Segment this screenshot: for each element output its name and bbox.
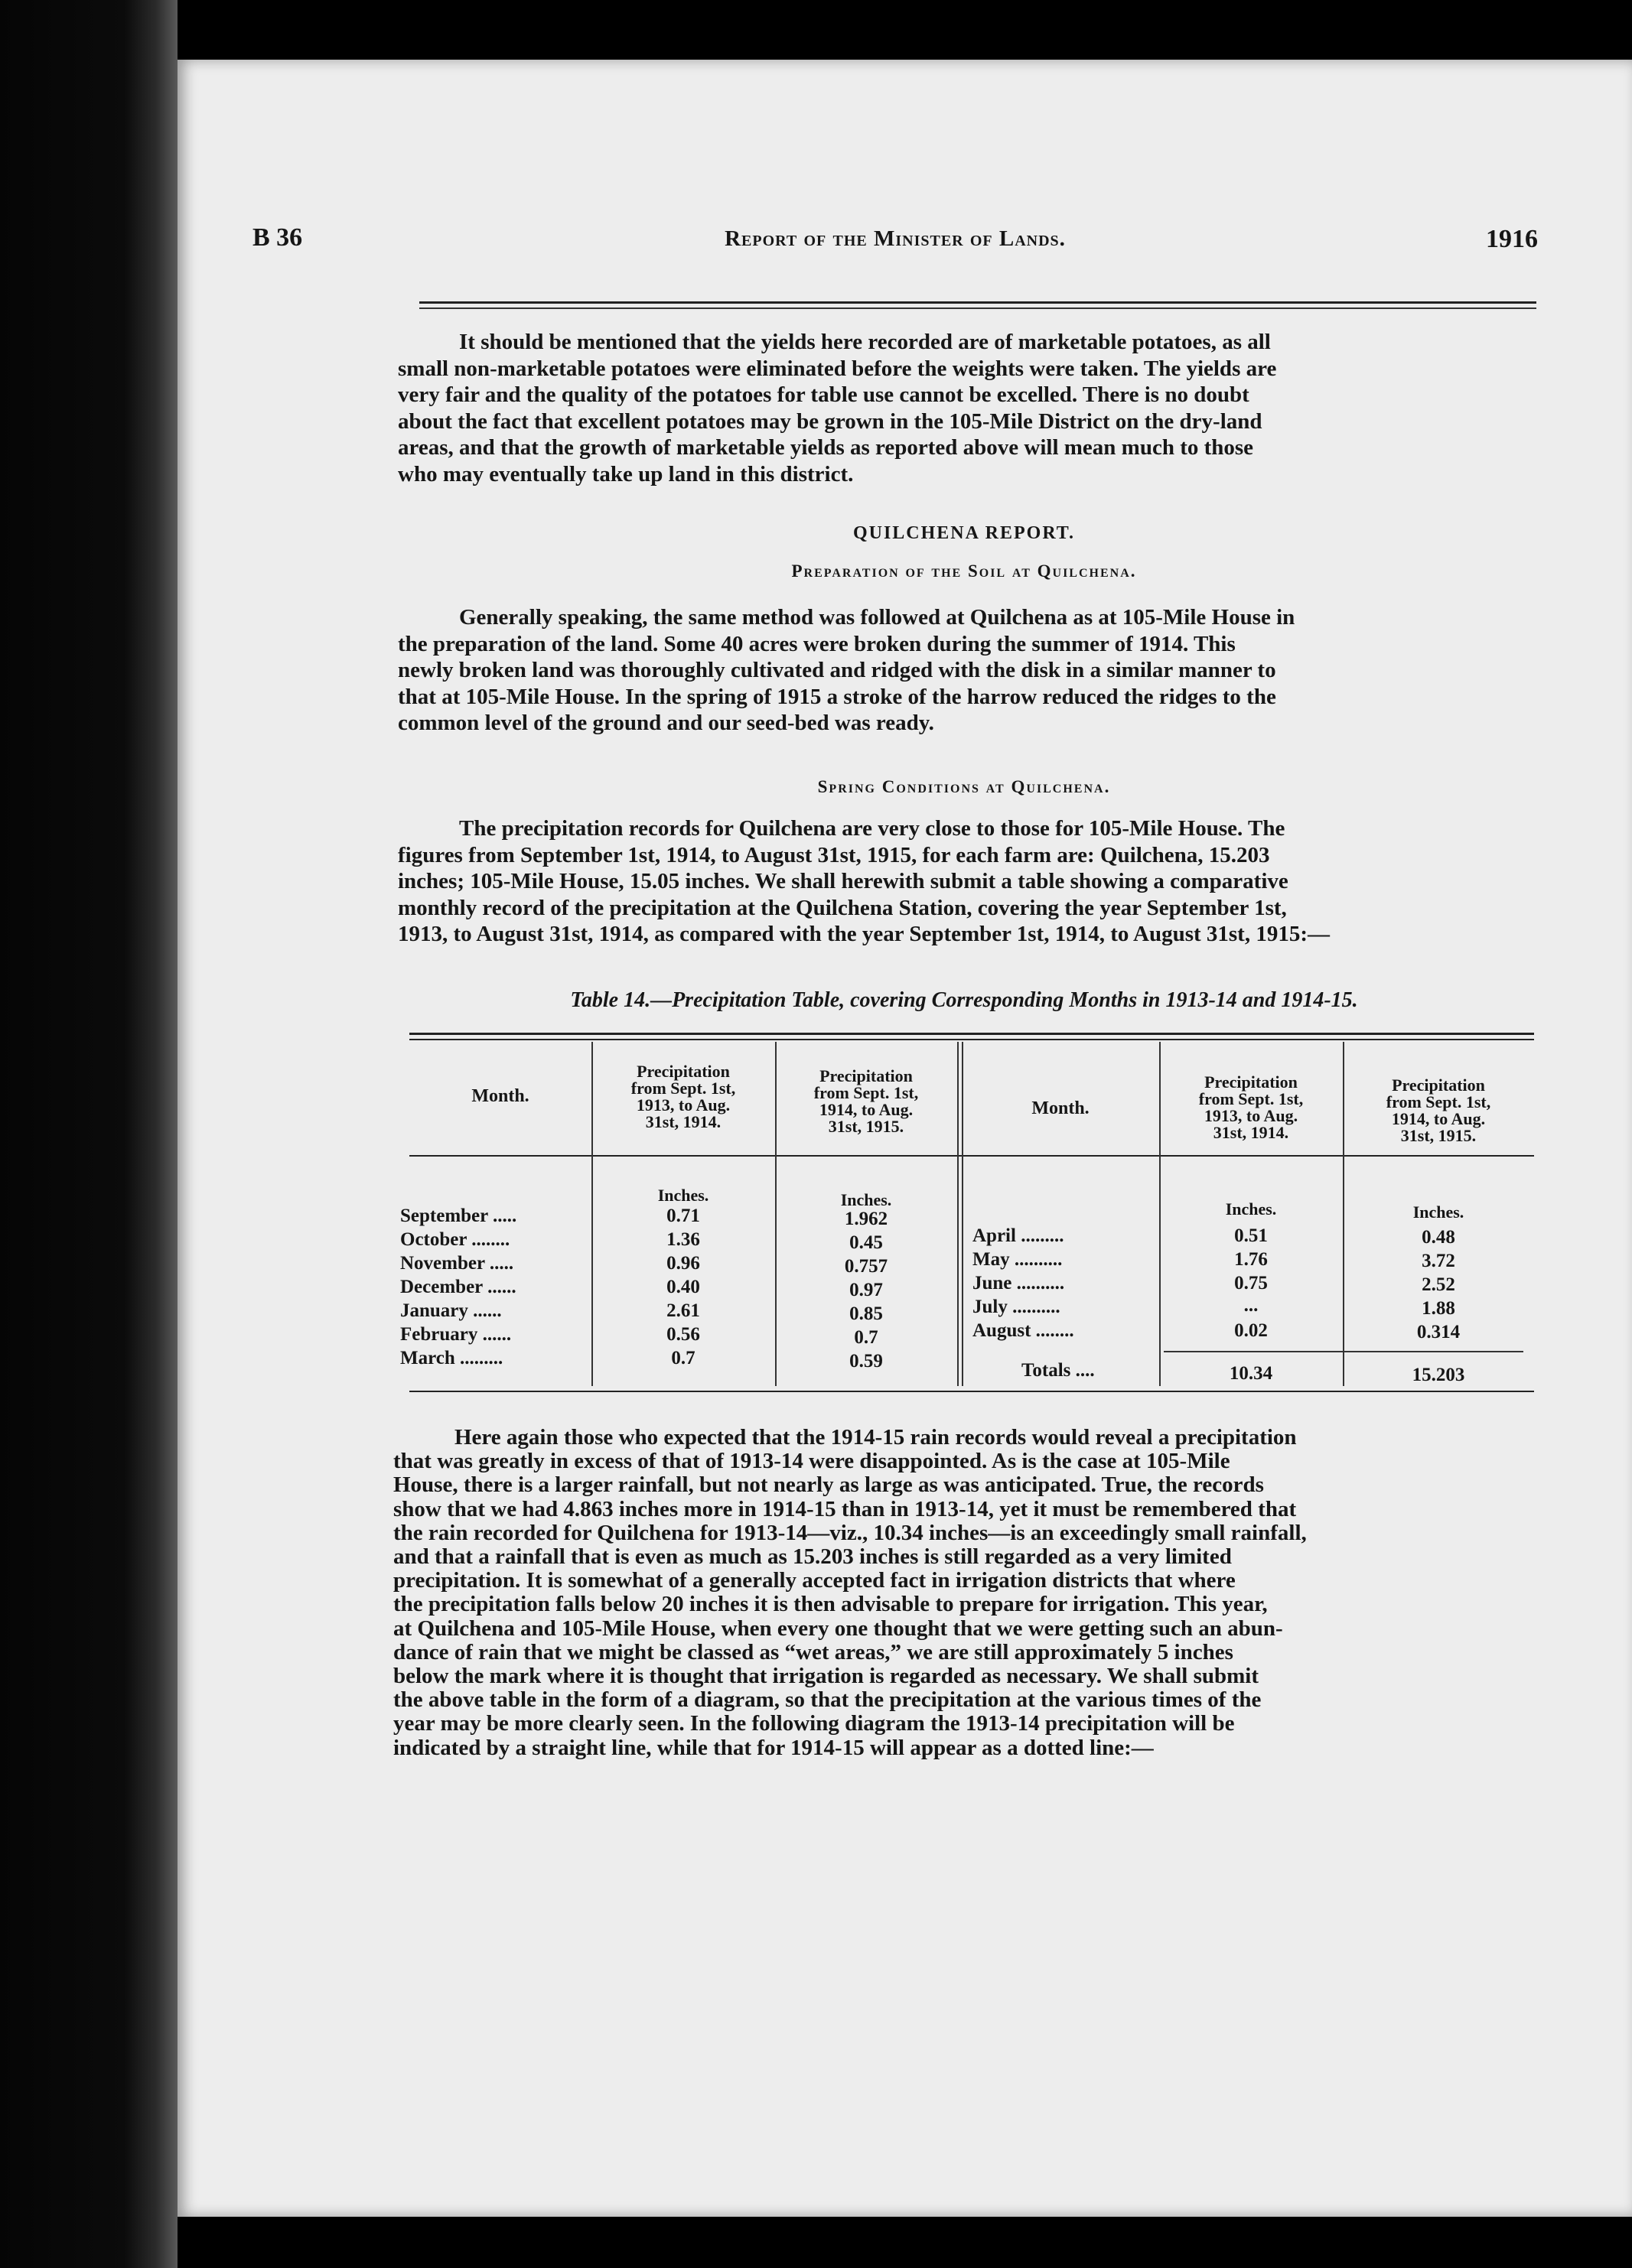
month-header: Month.: [471, 1086, 529, 1106]
month-label: December ......: [400, 1277, 516, 1297]
col-1914-header: Precipitation from Sept. 1st, 1914, to Aug. 31st, 1915.: [1386, 1075, 1491, 1145]
value-1914: 2.52: [1422, 1274, 1455, 1295]
soil-paragraph: [398, 604, 1530, 737]
value-1914: 3.72: [1422, 1251, 1455, 1271]
value-1913: 2.61: [666, 1300, 700, 1321]
page-number: B 36: [252, 223, 303, 252]
value-1913: 1.36: [666, 1229, 700, 1250]
month-label: October ........: [400, 1229, 510, 1250]
text-line: It should be mentioned that the yields here recorded are of marketable potatoes, as all: [459, 330, 1271, 354]
month-label: June ..........: [972, 1273, 1065, 1293]
value-1913: 1.76: [1234, 1249, 1268, 1270]
month-header: Month.: [1031, 1098, 1090, 1118]
text-line: House, there is a larger rainfall, but not nearly as large as was anticipated. True, the records: [393, 1472, 1264, 1498]
totals-label: Totals ....: [1021, 1360, 1095, 1381]
text-line: dance of rain that we might be classed as “wet areas,” we are still approximately 5 inches: [393, 1639, 1233, 1664]
value-1914: 1.962: [844, 1209, 888, 1229]
column-divider: [957, 1042, 959, 1386]
spring-paragraph: [398, 815, 1530, 948]
text-line: Here again those who expected that the 1914-15 rain records would reveal a precipitation: [454, 1425, 1297, 1450]
intro-paragraph: [398, 329, 1530, 487]
text-line: the preparation of the land. Some 40 acres were broken during the summer of 1914. This: [398, 631, 1236, 656]
totals-rule: [1164, 1351, 1523, 1352]
value-1914: 1.88: [1422, 1298, 1455, 1319]
precipitation-table: [400, 1033, 1534, 1415]
value-1913: 0.56: [666, 1324, 700, 1345]
section-title: QUILCHENA REPORT.: [852, 523, 1076, 543]
text-line: that at 105-Mile House. In the spring of 1915 a stroke of the harrow reduced the ridges to the: [398, 684, 1276, 709]
year: 1916: [1486, 225, 1538, 253]
text-line: the precipitation falls below 20 inches it is then advisable to prepare for irrigation. This year,: [393, 1592, 1268, 1617]
column-divider: [962, 1042, 963, 1386]
month-label: January ......: [400, 1300, 502, 1321]
text-line: below the mark where it is thought that irrigation is regarded as necessary. We shall submit: [393, 1664, 1259, 1689]
month-label: November .....: [400, 1253, 514, 1274]
total-1914: 15.203: [1412, 1365, 1465, 1385]
text-line: year may be more clearly seen. In the following diagram the 1913-14 precipitation will be: [393, 1711, 1235, 1736]
table-caption: Table 14.—Precipitation Table, covering Corresponding Months in 1913-14 and 1914-15.: [570, 988, 1358, 1012]
text-line: precipitation. It is somewhat of a generally accepted fact in irrigation districts that where: [393, 1568, 1236, 1593]
text-line: at Quilchena and 105-Mile House, when every one thought that we were getting such an abun-: [393, 1616, 1283, 1641]
table-header-rule: [409, 1155, 1534, 1157]
col-1914-header: Precipitation from Sept. 1st, 1914, to Aug. 31st, 1915.: [813, 1066, 919, 1136]
scan-edge: [0, 0, 178, 2268]
header-rule: [419, 301, 1536, 304]
subheading-soil: Preparation of the Soil at Quilchena.: [791, 561, 1137, 581]
text-line: The precipitation records for Quilchena are very close to those for 105-Mile House. The: [459, 816, 1285, 841]
text-line: inches; 105-Mile House, 15.05 inches. We shall herewith submit a table showing a comparative: [398, 869, 1288, 893]
text-line: areas, and that the growth of marketable yields as reported above will mean much to those: [398, 435, 1254, 460]
text-line: that was greatly in excess of that of 1913-14 were disappointed. As is the case at 105-Mile: [393, 1449, 1230, 1474]
units-label: Inches.: [657, 1186, 709, 1205]
month-label: July ..........: [972, 1297, 1060, 1317]
value-1914: 0.97: [849, 1280, 883, 1300]
page-header: [252, 223, 1538, 262]
text-line: Generally speaking, the same method was followed at Quilchena as at 105-Mile House in: [459, 605, 1295, 630]
table-top-rule-2: [409, 1039, 1534, 1040]
table-bottom-rule: [409, 1391, 1534, 1392]
month-label: February ......: [400, 1324, 512, 1345]
value-1914: 0.7: [854, 1327, 878, 1348]
closing-paragraph: [393, 1426, 1518, 1760]
text-line: show that we had 4.863 inches more in 1914-15 than in 1913-14, yet it must be remembered that: [393, 1496, 1297, 1521]
text-line: small non-marketable potatoes were eliminated before the weights were taken. The yields are: [398, 356, 1277, 381]
table-top-rule: [409, 1033, 1534, 1035]
month-label: September .....: [400, 1206, 517, 1226]
value-1913: 0.75: [1234, 1273, 1268, 1293]
month-label: April .........: [972, 1225, 1064, 1246]
value-1914: 0.45: [849, 1232, 883, 1253]
units-label: Inches.: [1225, 1199, 1277, 1219]
value-1914: 0.48: [1422, 1227, 1455, 1248]
value-1913: 0.7: [671, 1348, 695, 1368]
text-line: indicated by a straight line, while that for 1914-15 will appear as a dotted line:—: [393, 1735, 1154, 1760]
text-line: very fair and the quality of the potatoes for table use cannot be excelled. There is no doubt: [398, 382, 1249, 407]
value-1913: ...: [1243, 1295, 1259, 1316]
text-line: the rain recorded for Quilchena for 1913-14—viz., 10.34 inches—is an exceedingly small rainfall,: [393, 1520, 1307, 1545]
total-1913: 10.34: [1229, 1363, 1273, 1384]
text-line: about the fact that excellent potatoes may be grown in the 105-Mile District on the dry-land: [398, 408, 1262, 434]
col-1913-header: Precipitation from Sept. 1st, 1913, to Aug. 31st, 1914.: [630, 1062, 736, 1131]
month-label: August ........: [972, 1320, 1074, 1341]
text-line: common level of the ground and our seed-bed was ready.: [398, 711, 934, 735]
col-1913-header: Precipitation from Sept. 1st, 1913, to Aug. 31st, 1914.: [1198, 1072, 1304, 1142]
text-line: figures from September 1st, 1914, to August 31st, 1915, for each farm are: Quilchena, 15.203: [398, 842, 1270, 867]
text-line: monthly record of the precipitation at the Quilchena Station, covering the year September 1st,: [398, 895, 1287, 920]
running-title: Report of the Minister of Lands.: [725, 226, 1066, 251]
text-line: 1913, to August 31st, 1914, as compared with the year September 1st, 1914, to August 31st, 1915:—: [398, 922, 1330, 946]
units-label: Inches.: [1412, 1202, 1464, 1222]
value-1913: 0.71: [666, 1206, 700, 1226]
header-rule-2: [419, 307, 1536, 309]
subheading-spring: Spring Conditions at Quilchena.: [817, 777, 1111, 796]
text-line: newly broken land was thoroughly cultivated and ridged with the disk in a similar manner to: [398, 658, 1276, 682]
value-1913: 0.02: [1234, 1320, 1268, 1341]
month-label: March .........: [400, 1348, 503, 1368]
units-label: Inches.: [840, 1190, 892, 1209]
value-1913: 0.51: [1234, 1225, 1268, 1246]
value-1914: 0.314: [1416, 1322, 1461, 1342]
text-line: the above table in the form of a diagram, so that the precipitation at the various times of the: [393, 1687, 1262, 1713]
value-1913: 0.96: [666, 1253, 700, 1274]
value-1914: 0.59: [849, 1351, 883, 1372]
text-line: who may eventually take up land in this district.: [398, 461, 854, 486]
value-1914: 0.757: [844, 1256, 888, 1277]
month-label: May ..........: [972, 1249, 1063, 1270]
value-1913: 0.40: [666, 1277, 700, 1297]
text-line: and that a rainfall that is even as much as 15.203 inches is still regarded as a very limited: [393, 1544, 1232, 1570]
value-1914: 0.85: [849, 1303, 883, 1324]
